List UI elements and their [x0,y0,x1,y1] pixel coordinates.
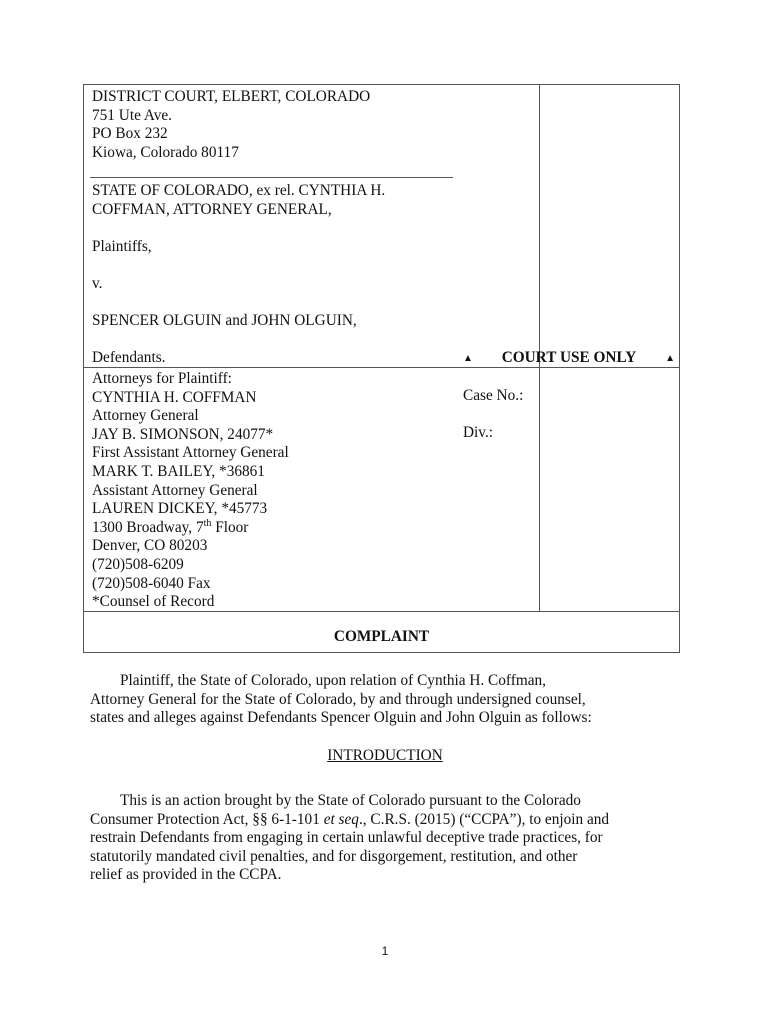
attorneys-block [92,370,289,612]
paragraph-line: restrain Defendants from engaging in certain unlawful deceptive trade practices, for [90,829,603,847]
attorney-fax: (720)508-6040 Fax [92,574,211,592]
attorney-line: CYNTHIA H. COFFMAN [92,388,257,406]
statute-text-post: ., C.R.S. (2015) (“CCPA”), to enjoin and [358,810,610,828]
division-label: Div.: [463,424,494,442]
case-number-label: Case No.: [463,387,524,404]
attorney-line: MARK T. BAILEY, *36861 [92,462,265,480]
court-city: Kiowa, Colorado 80117 [92,143,239,161]
court-separator-line [90,177,453,178]
attorney-line: First Assistant Attorney General [92,444,289,462]
attorney-line: Attorney General [92,407,199,425]
document-title: COMPLAINT [333,628,430,645]
attorney-line: Denver, CO 80203 [92,537,208,555]
case-info-block [463,387,523,443]
caption-table [83,84,680,653]
address-street-text: 1300 Broadway, 7 [92,518,204,536]
plaintiff-name-line-2: COFFMAN, ATTORNEY GENERAL, [92,200,332,218]
versus-label: v. [92,274,103,292]
counsel-of-record-note: *Counsel of Record [92,593,215,611]
defendants-label: Defendants. [92,349,166,367]
court-name: DISTRICT COURT, ELBERT, COLORADO [92,88,371,105]
attorney-address-street [92,519,289,538]
address-floor: Floor [211,518,249,536]
plaintiff-name-line-1: STATE OF COLORADO, ex rel. CYNTHIA H. [92,182,386,199]
court-address-block [92,88,370,162]
triangle-up-icon: ▲ [665,352,675,364]
caption-vertical-divider [539,85,540,611]
triangle-up-icon: ▲ [463,352,473,364]
paragraph-line [90,811,690,830]
intro-paragraph [90,672,690,728]
court-use-only-text: COURT USE ONLY [501,349,637,366]
defendant-names: SPENCER OLGUIN and JOHN OLGUIN, [92,312,357,330]
plaintiffs-label: Plaintiffs, [92,237,152,255]
paragraph-line: relief as provided in the CCPA. [90,866,282,884]
statute-text: Consumer Protection Act, §§ 6-1-101 [90,810,324,828]
introduction-paragraph [90,792,690,885]
et-seq-italic: et seq [323,810,359,828]
section-heading: INTRODUCTION [327,747,443,764]
attorneys-heading: Attorneys for Plaintiff: [92,370,232,387]
attorney-line: Assistant Attorney General [92,481,258,499]
paragraph-line: This is an action brought by the State of Colorado pursuant to the Colorado [120,792,581,809]
attorney-line: LAUREN DICKEY, *45773 [92,500,268,518]
court-street: 751 Ute Ave. [92,106,173,124]
attorney-line: JAY B. SIMONSON, 24077* [92,425,274,443]
address-sup: th [203,517,212,529]
paragraph-line: Plaintiff, the State of Colorado, upon relation of Cynthia H. Coffman, [120,672,546,689]
page-number: 1 [381,944,389,958]
court-po-box: PO Box 232 [92,125,168,143]
parties-block [92,182,385,368]
paragraph-line: statutorily mandated civil penalties, and for disgorgement, restitution, and other [90,847,578,865]
paragraph-line: states and alleges against Defendants Spencer Olguin and John Olguin as follows: [90,709,592,727]
paragraph-line: Attorney General for the State of Colorado, by and through undersigned counsel, [90,690,586,708]
court-use-only-label [463,349,675,367]
attorney-phone: (720)508-6209 [92,555,184,573]
